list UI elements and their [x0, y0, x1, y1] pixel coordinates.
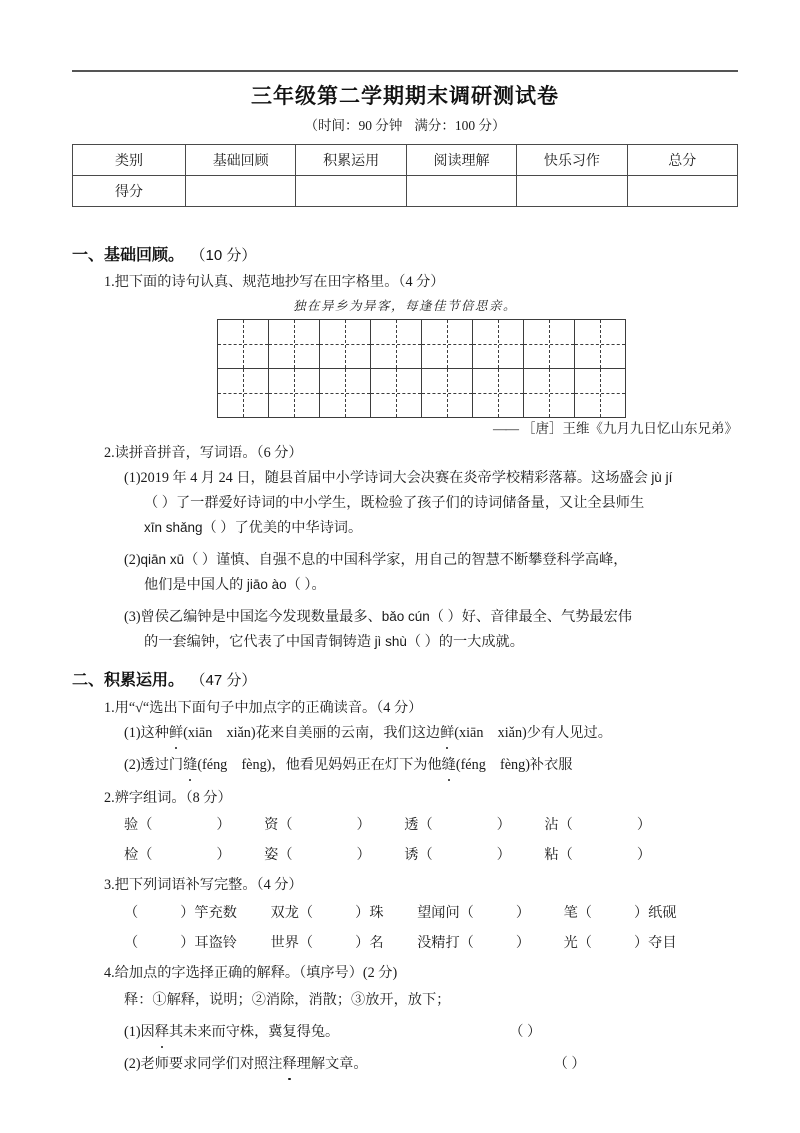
- idiom-pre: 光（: [563, 935, 592, 951]
- reading-option-2[interactable]: (xiān xiǎn): [454, 725, 527, 741]
- idiom-pre: 双龙（: [270, 905, 314, 921]
- attribution-text: ［唐］王维《九月九日忆山东兄弟》: [522, 421, 738, 436]
- score-table-value-row: [73, 176, 738, 207]
- q2-1-text: 用“√“选出下面句子中加点字的正确读音。（4 分）: [114, 700, 423, 716]
- item-3-text-c: 的一套编钟，它代表了中国青铜铸造: [144, 634, 375, 650]
- item-2-text-b: 他们是中国人的: [144, 577, 247, 593]
- answer-blank[interactable]: （ ）: [286, 577, 312, 593]
- q2-1-item-2-seg3: 补衣服: [529, 757, 573, 773]
- char-pair-cell: 透（: [404, 817, 433, 833]
- tianzige-cell[interactable]: [218, 320, 269, 369]
- dotted-char-shi-2: 释: [282, 1054, 296, 1075]
- word-blank-close[interactable]: ）: [496, 817, 511, 833]
- word-blank-close[interactable]: ）: [636, 817, 652, 833]
- question-2-1: [104, 698, 422, 719]
- q1-1-number: 1.: [104, 274, 115, 290]
- item-3-text-b: 好、音律最全、气势最宏伟: [461, 609, 632, 625]
- tianzige-grid[interactable]: [217, 319, 626, 418]
- section-2-points: （47 分）: [198, 672, 257, 689]
- reading-option-4[interactable]: (féng fèng): [455, 757, 530, 773]
- tianzige-cell[interactable]: [473, 320, 524, 369]
- tianzige-cell[interactable]: [371, 369, 422, 418]
- tianzige-cell[interactable]: [524, 369, 575, 418]
- answer-blank[interactable]: （ ）: [202, 520, 235, 536]
- idiom-pre: 没精打（: [417, 935, 474, 951]
- header-rule: [72, 70, 738, 72]
- item-1-text-a: 2019 年 4 月 24 日，随县首届中小学诗词大会决赛在炎帝学校精彩落幕。这场盛会: [140, 470, 652, 486]
- word-blank-close[interactable]: ）: [216, 817, 231, 833]
- dotted-char-feng-2: 缝: [442, 755, 456, 776]
- score-cell-writing[interactable]: [517, 176, 627, 207]
- idiom-pre: 望闻问（: [417, 905, 474, 921]
- q2-4-item-2: [124, 1054, 724, 1075]
- score-cell-total[interactable]: [627, 176, 737, 207]
- tianzige-cell[interactable]: [422, 369, 473, 418]
- char-pair-cell: 资（: [264, 817, 293, 833]
- q1-2-number: 2.: [104, 445, 115, 461]
- section-1-title: 一、基础回顾。: [72, 247, 185, 264]
- q2-1-item-2-seg1: 透过门: [140, 757, 184, 773]
- answer-blank[interactable]: （ ）: [406, 634, 439, 650]
- char-pair-cell: 姿（: [264, 847, 293, 863]
- score-header-accumulation: 积累运用: [296, 145, 406, 176]
- idiom-post: 名: [369, 935, 384, 951]
- score-header-basics: 基础回顾: [186, 145, 296, 176]
- q2-3-text: 把下列词语补写完整。（4 分）: [114, 877, 303, 893]
- dotted-char-xian-1: 鲜: [169, 723, 183, 744]
- tianzige-row[interactable]: [218, 369, 626, 418]
- q2-4-item-2-seg2: 理解文章。: [296, 1056, 368, 1072]
- q2-3-number: 3.: [104, 877, 115, 893]
- q1-2-text: 读拼音拼音，写词语。（6 分）: [114, 445, 303, 461]
- q2-4-item-1-label: (1): [124, 1024, 141, 1040]
- idiom-pre: （: [124, 905, 139, 921]
- tianzige-cell[interactable]: [575, 320, 626, 369]
- tianzige-cell[interactable]: [218, 369, 269, 418]
- section-1-points: （10 分）: [198, 247, 257, 264]
- exam-meta: [72, 114, 738, 134]
- section-2-title: 二、积累运用。: [72, 672, 185, 689]
- item-1-label: (1): [124, 470, 141, 486]
- q1-1-text: 把下面的诗句认真、规范地抄写在田字格里。（4 分）: [114, 274, 445, 290]
- q2-4-item-1: [124, 1022, 724, 1043]
- tianzige-cell[interactable]: [320, 320, 371, 369]
- idiom-post: 竽充数: [194, 905, 237, 921]
- exam-duration: （时间：90 分钟: [304, 118, 403, 133]
- word-blank-close[interactable]: ）: [636, 847, 652, 863]
- q2-4-legend: 释：①解释，说明；②消除，消散；③放开，放下；: [124, 992, 451, 1008]
- q1-2-item-2-line-1: [124, 550, 627, 571]
- pinyin-baocun: bǎo cún: [381, 609, 430, 624]
- answer-blank[interactable]: （ ）: [509, 1024, 542, 1040]
- q2-4-text: 给加点的字选择正确的解释。（填序号）(2 分): [114, 965, 398, 981]
- idiom-post: 夺目: [648, 935, 677, 951]
- poem-sample-line: 独在异乡为异客，每逢佳节倍思亲。: [292, 299, 517, 313]
- q1-2-item-1-line-2: [144, 493, 644, 514]
- question-1-2: [104, 443, 303, 464]
- dotted-char-feng-1: 缝: [183, 755, 197, 776]
- q2-4-number: 4.: [104, 965, 115, 981]
- char-pair-cell: 沾（: [544, 817, 573, 833]
- tianzige-cell[interactable]: [473, 369, 524, 418]
- idiom-blank[interactable]: ）: [633, 905, 649, 921]
- q1-2-item-3-line-1: [124, 607, 632, 628]
- tianzige-cell[interactable]: [422, 320, 473, 369]
- tianzige-cell[interactable]: [575, 369, 626, 418]
- item-2-label: (2): [124, 552, 141, 568]
- idiom-post: 耳盗铃: [194, 935, 237, 951]
- question-2-4: [104, 963, 397, 984]
- q2-2-text: 辨字组词。（8 分）: [114, 790, 232, 806]
- q2-1-item-2-label: (2): [124, 757, 141, 773]
- score-cell-basics[interactable]: [186, 176, 296, 207]
- page-title: 三年级第二学期期末调研测试卷: [251, 85, 559, 108]
- q2-1-item-2-seg2: ，他看见妈妈正在灯下为他: [271, 757, 442, 773]
- score-header-writing: 快乐习作: [517, 145, 627, 176]
- idiom-blank[interactable]: ）: [180, 935, 195, 951]
- pinyin-xinshang: xīn shǎng: [144, 520, 203, 535]
- answer-blank[interactable]: （ ）: [184, 552, 217, 568]
- item-2-text-a: 谨慎、自强不息的中国科学家，用自己的智慧不断攀登科学高峰，: [216, 552, 628, 568]
- reading-option-1[interactable]: (xiān xiǎn): [183, 725, 256, 741]
- pinyin-jishu: jì shù: [374, 634, 407, 649]
- item-3-text-d: 的一大成就。: [438, 634, 524, 650]
- question-2-3: [104, 875, 303, 896]
- tianzige-cell[interactable]: [269, 369, 320, 418]
- score-table-header-row: [73, 145, 738, 176]
- char-pair-cell: 验（: [124, 817, 153, 833]
- attribution-dash: ——: [493, 421, 518, 436]
- dotted-char-xian-2: 鲜: [440, 723, 454, 744]
- score-table: [72, 144, 738, 207]
- q2-4-item-1-seg2: 其未来而守株，冀复得兔。: [168, 1024, 340, 1040]
- pinyin-jiaoao: jiāo ào: [246, 577, 287, 592]
- q2-4-item-2-label: (2): [124, 1056, 141, 1072]
- q2-1-item-1-seg1: 这种: [140, 725, 169, 741]
- word-blank-close[interactable]: ）: [356, 847, 371, 863]
- char-pair-cell: 检（: [124, 847, 153, 863]
- q2-1-item-2: [124, 755, 573, 776]
- poem-attribution: [72, 417, 738, 437]
- answer-blank[interactable]: （ ）: [429, 609, 462, 625]
- q2-1-item-1-label: (1): [124, 725, 141, 741]
- idiom-pre: 世界（: [270, 935, 314, 951]
- dotted-char-shi-1: 释: [155, 1022, 169, 1043]
- q1-2-item-2-line-2: [144, 575, 326, 596]
- q2-1-number: 1.: [104, 700, 115, 716]
- idiom-blank[interactable]: ）: [180, 905, 195, 921]
- char-pair-cell: 粘（: [544, 847, 573, 863]
- answer-blank[interactable]: （ ）: [144, 495, 176, 511]
- question-2-2: [104, 788, 232, 809]
- reading-option-3[interactable]: (féng fèng): [197, 757, 272, 773]
- pinyin-qianxu: qiān xū: [140, 552, 185, 567]
- tianzige-cell[interactable]: [269, 320, 320, 369]
- idiom-blank[interactable]: ）: [515, 905, 531, 921]
- q1-2-item-3-line-2: [144, 632, 524, 653]
- q2-4-item-1-seg1: 因: [140, 1024, 155, 1040]
- pinyin-juji: jù jí: [651, 470, 673, 485]
- idiom-blank[interactable]: ）: [515, 935, 531, 951]
- item-1-text-c: 了优美的中华诗词。: [234, 520, 363, 536]
- score-cell-reading[interactable]: [406, 176, 516, 207]
- section-heading-2: [72, 667, 256, 690]
- exam-paper-page: [72, 0, 738, 1133]
- score-header-reading: 阅读理解: [406, 145, 516, 176]
- item-3-label: (3): [124, 609, 141, 625]
- exam-total-score: 满分：100 分）: [414, 118, 506, 133]
- q2-2-number: 2.: [104, 790, 115, 806]
- score-row-label: 得分: [73, 176, 186, 207]
- item-3-text-a: 曾侯乙编钟是中国迄今发现数量最多、: [140, 609, 382, 625]
- word-blank-close[interactable]: ）: [216, 847, 231, 863]
- question-1-1: [104, 272, 445, 293]
- word-blank-close[interactable]: ）: [356, 817, 371, 833]
- idiom-pre: 笔（: [563, 905, 592, 921]
- idiom-pre: （: [124, 935, 139, 951]
- item-1-text-b: 了一群爱好诗词的中小学生，既检验了孩子们的诗词储备量，又让全县师生: [175, 495, 645, 511]
- idiom-blank[interactable]: ）: [355, 935, 370, 951]
- q2-3-row-1: [124, 903, 677, 924]
- q2-2-row-1: [124, 815, 651, 836]
- item-2-text-c: 。: [311, 577, 326, 593]
- tianzige-cell[interactable]: [320, 369, 371, 418]
- score-cell-accumulation[interactable]: [296, 176, 406, 207]
- word-blank-close[interactable]: ）: [496, 847, 511, 863]
- score-header-total: 总分: [627, 145, 737, 176]
- q2-3-row-2: [124, 933, 677, 954]
- idiom-blank[interactable]: ）: [355, 905, 370, 921]
- q2-4-item-2-seg1: 老师要求同学们对照注: [140, 1056, 283, 1072]
- section-heading-1: [72, 242, 256, 265]
- answer-blank[interactable]: （ ）: [553, 1056, 586, 1072]
- idiom-post: 珠: [369, 905, 384, 921]
- score-header-category: 类别: [73, 145, 186, 176]
- tianzige-cell[interactable]: [371, 320, 422, 369]
- q2-1-item-1: [124, 723, 612, 744]
- char-pair-cell: 诱（: [404, 847, 433, 863]
- q2-1-item-1-seg2: 花来自美丽的云南，我们这边: [255, 725, 441, 741]
- q2-2-row-2: [124, 845, 651, 866]
- tianzige-row[interactable]: [218, 320, 626, 369]
- q2-1-item-1-seg3: 少有人见过。: [526, 725, 612, 741]
- q1-2-item-1-line-3: [144, 518, 362, 539]
- tianzige-cell[interactable]: [524, 320, 575, 369]
- q1-2-item-1-line-1: [124, 468, 672, 489]
- idiom-post: 纸砚: [648, 905, 677, 921]
- idiom-blank[interactable]: ）: [633, 935, 649, 951]
